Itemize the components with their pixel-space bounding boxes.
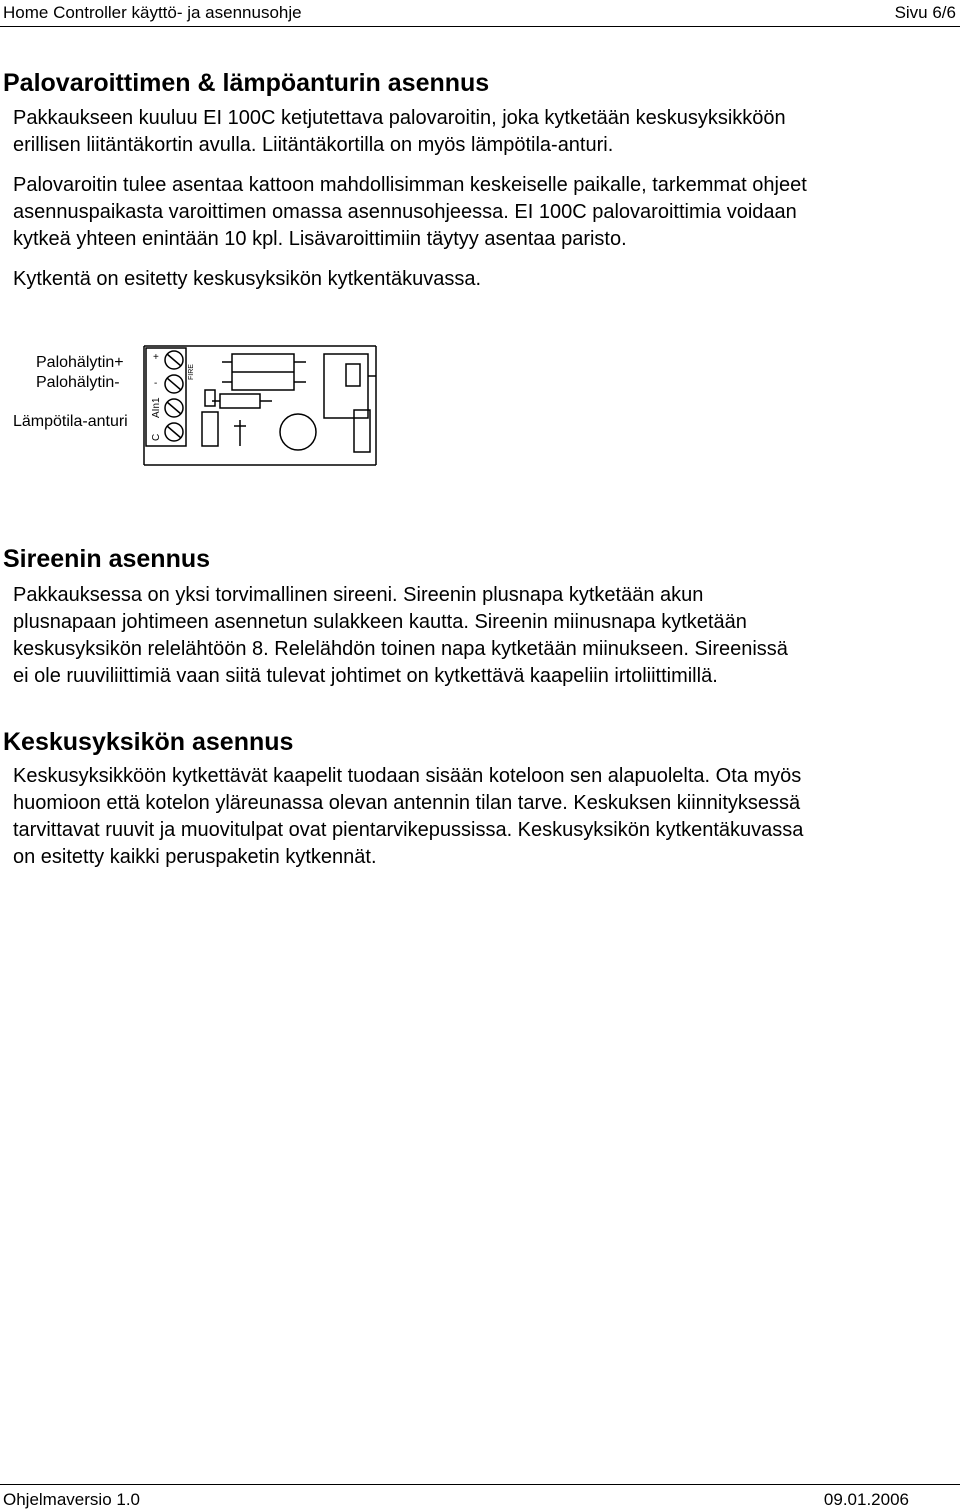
resistor-component	[220, 394, 260, 408]
screw-terminal-ain1	[165, 399, 183, 417]
label-fire-alarm-minus: Palohälytin-	[36, 374, 120, 391]
section-heading-siren: Sireenin asennus	[3, 545, 211, 573]
document-title: Home Controller käyttö- ja asennusohje	[3, 3, 302, 22]
terminal-label-minus: -	[154, 378, 158, 389]
text-line: Kytkentä on esitetty keskusyksikön kytkentäkuvassa.	[13, 268, 481, 290]
circuit-board-drawing	[0, 340, 400, 475]
capacitor-component	[205, 390, 215, 406]
software-version: Ohjelmaversio 1.0	[3, 1490, 141, 1509]
terminal-label-fire: FIRE	[188, 364, 195, 380]
text-line: keskusyksikön relelähtöön 8. Relelähdön toinen napa kytketään miinukseen. Sireenissä	[13, 638, 788, 660]
text-line: Pakkaukseen kuuluu EI 100C ketjutettava palovaroitin, joka kytketään keskusyksikköön	[13, 107, 786, 129]
screw-terminal-c	[165, 423, 183, 441]
screw-terminal-plus	[165, 351, 183, 369]
label-temperature-sensor: Lämpötila-anturi	[13, 413, 128, 430]
text-line: huomioon että kotelon yläreunassa olevan antennin tilan tarve. Keskuksen kiinnityksessä	[13, 792, 801, 814]
terminal-label-c: C	[151, 433, 162, 441]
paragraph-fire-alarm-placement	[13, 172, 953, 253]
paragraph-fire-alarm-intro	[13, 105, 953, 159]
text-line: asennuspaikasta varoittimen omassa asennusohjeessa. EI 100C palovaroittimia voidaan	[13, 201, 797, 223]
screw-terminal-minus	[165, 375, 183, 393]
text-line: on esitetty kaikki peruspaketin kytkennät.	[13, 846, 377, 868]
page-number: Sivu 6/6	[894, 3, 956, 22]
paragraph-siren-installation	[13, 582, 953, 690]
label-fire-alarm-plus: Palohälytin+	[36, 354, 124, 371]
section-heading-central-unit: Keskusyksikön asennus	[3, 728, 294, 756]
page-header	[0, 0, 960, 27]
paragraph-wiring-reference	[13, 266, 953, 293]
document-date: 09.01.2006	[823, 1490, 909, 1509]
terminal-label-ain1: AIn1	[151, 397, 162, 418]
buzzer-component	[280, 414, 316, 450]
page-footer	[0, 1484, 960, 1511]
terminal-label-plus: +	[153, 352, 159, 363]
text-line: kytkeä yhteen enintään 10 kpl. Lisävaroittimiin täytyy asentaa paristo.	[13, 228, 627, 250]
text-line: Pakkauksessa on yksi torvimallinen sireeni. Sireenin plusnapa kytketään akun	[13, 584, 704, 606]
paragraph-central-unit-installation	[13, 763, 953, 871]
text-line: ei ole ruuviliittimiä vaan siitä tulevat johtimet on kytkettävä kaapeliin irtoliittimillä.	[13, 665, 718, 687]
interface-board-diagram	[0, 340, 400, 475]
text-line: plusnapaan johtimeen asennetun sulakkeen kautta. Sireenin miinusnapa kytketään	[13, 611, 747, 633]
section-heading-fire-alarm: Palovaroittimen & lämpöanturin asennus	[3, 69, 490, 97]
text-line: Palovaroitin tulee asentaa kattoon mahdollisimman keskeiselle paikalle, tarkemmat ohjeet	[13, 174, 807, 196]
text-line: erillisen liitäntäkortin avulla. Liitäntäkortilla on myös lämpötila-anturi.	[13, 134, 614, 156]
text-line: tarvittavat ruuvit ja muovitulpat ovat pientarvikepussissa. Keskusyksikön kytkentäkuvassa	[13, 819, 804, 841]
component-block	[202, 412, 218, 446]
board-components	[202, 354, 376, 452]
terminal-block	[146, 348, 186, 446]
text-line: Keskusyksikköön kytkettävät kaapelit tuodaan sisään koteloon sen alapuolelta. Ota myös	[13, 765, 802, 787]
